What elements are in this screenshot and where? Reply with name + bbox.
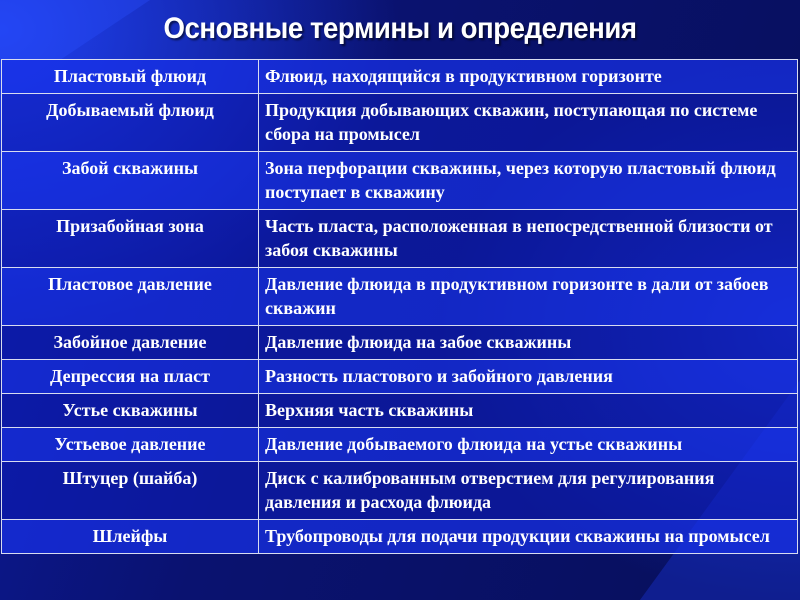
definition-cell: Давление добываемого флюида на устье скважины [259, 428, 798, 462]
term-cell: Призабойная зона [2, 210, 259, 268]
table-row [2, 152, 798, 210]
term-cell: Шлейфы [2, 520, 259, 554]
term-cell: Устьевое давление [2, 428, 259, 462]
term-cell: Устье скважины [2, 394, 259, 428]
definition-cell: Зона перфорации скважины, через которую пластовый флюид поступает в скважину [259, 152, 798, 210]
table-row [2, 520, 798, 554]
definition-cell: Разность пластового и забойного давления [259, 360, 798, 394]
term-cell: Депрессия на пласт [2, 360, 259, 394]
term-cell: Пластовый флюид [2, 60, 259, 94]
table-row [2, 428, 798, 462]
table-row [2, 210, 798, 268]
definition-cell: Давление флюида на забое скважины [259, 326, 798, 360]
term-cell: Забойное давление [2, 326, 259, 360]
definition-cell: Давление флюида в продуктивном горизонте в дали от забоев скважин [259, 268, 798, 326]
definition-cell: Трубопроводы для подачи продукции скважины на промысел [259, 520, 798, 554]
term-cell: Забой скважины [2, 152, 259, 210]
table-row [2, 394, 798, 428]
slide-title: Основные термины и определения [163, 12, 637, 45]
term-cell: Штуцер (шайба) [2, 462, 259, 520]
definition-cell: Продукция добывающих скважин, поступающая по системе сбора на промысел [259, 94, 798, 152]
table-row [2, 462, 798, 520]
table-row [2, 60, 798, 94]
table-row [2, 326, 798, 360]
table-row [2, 94, 798, 152]
definition-cell: Часть пласта, расположенная в непосредственной близости от забоя скважины [259, 210, 798, 268]
table-row [2, 360, 798, 394]
terms-table [1, 59, 798, 554]
term-cell: Добываемый флюид [2, 94, 259, 152]
terms-table-body [2, 60, 798, 554]
definition-cell: Верхняя часть скважины [259, 394, 798, 428]
table-row [2, 268, 798, 326]
definition-cell: Диск с калиброванным отверстием для регулирования давления и расхода флюида [259, 462, 798, 520]
term-cell: Пластовое давление [2, 268, 259, 326]
definition-cell: Флюид, находящийся в продуктивном горизонте [259, 60, 798, 94]
